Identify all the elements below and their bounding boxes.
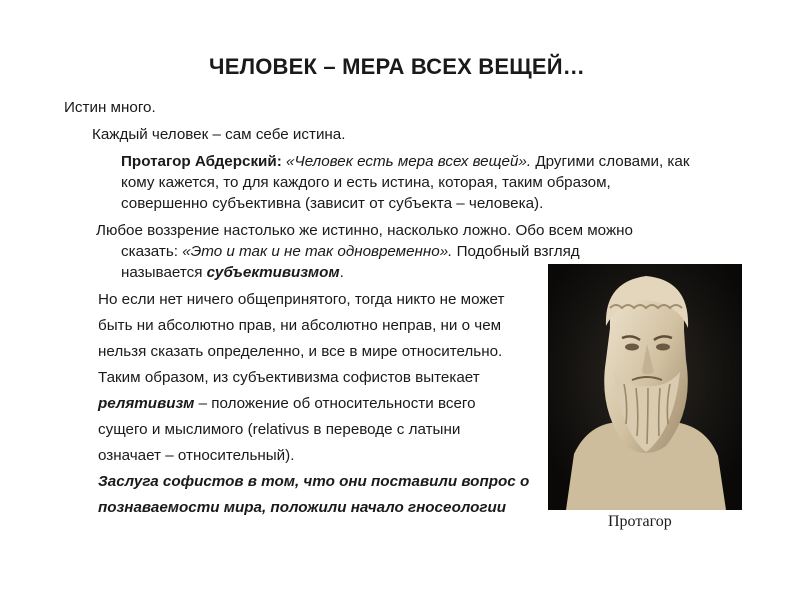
text-line-6: Любое воззрение настолько же истинно, насколько ложно. Обо всем можно [96,222,633,239]
para-line-5 [98,394,476,414]
para-line-4: Таким образом, из субъективизма софистов вытекает [98,369,480,386]
text-line-4: кому кажется, то для каждого и есть истина, которая, таким образом, [121,174,611,191]
term-subjectivism: субъективизмом [206,264,340,281]
relativity-quote: «Это и так и не так одновременно». [182,243,453,260]
protagoras-quote: «Человек есть мера всех вещей». [286,153,532,170]
text-line-8-a: называется [121,264,203,281]
para-line-9: познаваемости мира, положили начало гносеологии [98,499,507,516]
term-relativism: релятивизм [98,395,195,412]
protagoras-bust-image [548,264,742,510]
portrait-caption: Протагор [608,513,672,530]
text-line-5: совершенно субъективна (зависит от субъекта – человека). [121,195,544,212]
text-line-2: Каждый человек – сам себе истина. [92,126,346,143]
text-line-7-b: Подобный взгляд [456,243,580,260]
text-line-7-a: сказать: [121,243,179,260]
protagoras-name: Протагор Абдерский: [121,153,282,170]
slide-title: ЧЕЛОВЕК – МЕРА ВСЕХ ВЕЩЕЙ… [209,54,585,79]
text-line-3 [121,152,690,172]
text-line-7 [121,242,580,262]
para-line-3: нельзя сказать определенно, и все в мире относительно. [98,343,503,360]
para-line-5-rest: – положение об относительности всего [198,395,476,412]
para-line-1: Но если нет ничего общепринятого, тогда никто не может [98,291,505,308]
text-line-1: Истин много. [64,99,156,116]
para-line-8: Заслуга софистов в том, что они поставили вопрос о [98,473,530,490]
para-line-2: быть ни абсолютно прав, ни абсолютно неправ, ни о чем [98,317,502,334]
para-line-7: означает – относительный). [98,447,295,464]
text-line-8-b: . [339,264,344,281]
para-line-6: сущего и мыслимого (relativus в переводе с латыни [98,421,461,438]
text-line-8 [121,263,344,283]
text-line-3-rest: Другими словами, как [535,153,690,170]
